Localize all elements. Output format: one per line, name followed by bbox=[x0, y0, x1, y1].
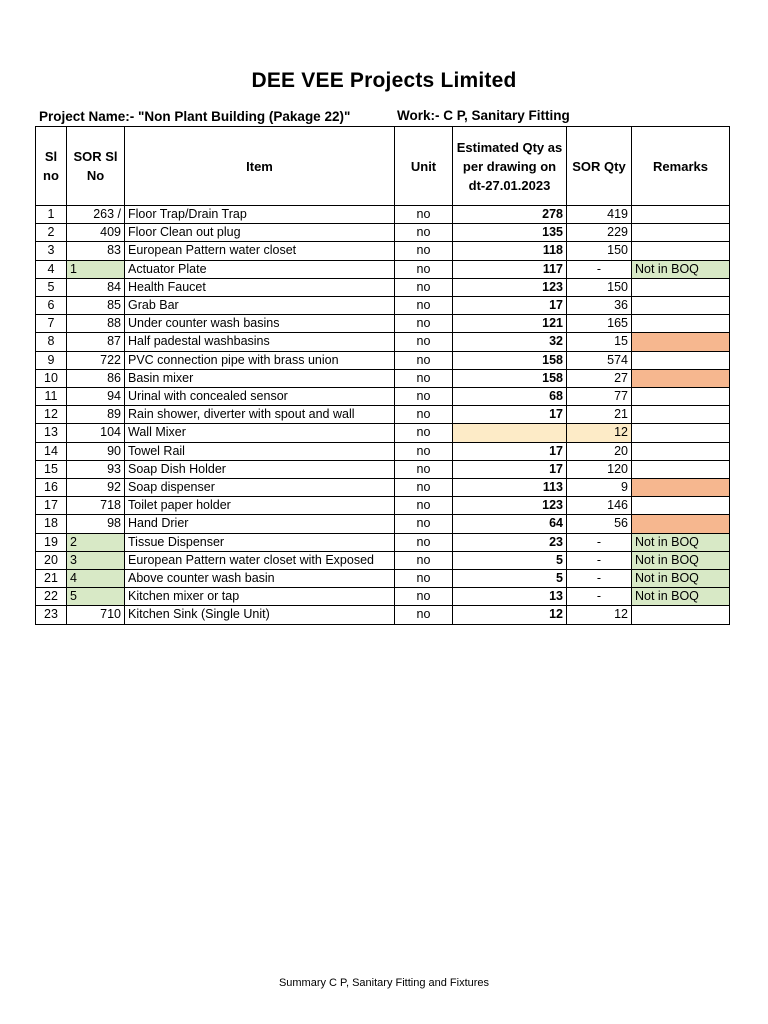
work-description: Work:- C P, Sanitary Fitting bbox=[397, 108, 570, 123]
cell-remarks bbox=[632, 206, 730, 224]
cell-sl-no: 6 bbox=[36, 297, 67, 315]
cell-unit: no bbox=[395, 570, 453, 588]
table-row bbox=[36, 533, 730, 551]
cell-estimated-qty: 17 bbox=[453, 297, 567, 315]
cell-sl-no: 22 bbox=[36, 588, 67, 606]
cell-remarks bbox=[632, 606, 730, 624]
cell-unit: no bbox=[395, 588, 453, 606]
cell-sl-no: 11 bbox=[36, 388, 67, 406]
cell-sl-no: 20 bbox=[36, 551, 67, 569]
cell-estimated-qty: 135 bbox=[453, 224, 567, 242]
cell-item: Rain shower, diverter with spout and wall bbox=[125, 406, 395, 424]
cell-estimated-qty: 117 bbox=[453, 260, 567, 278]
cell-item: Basin mixer bbox=[125, 369, 395, 387]
cell-sor-qty: 229 bbox=[567, 224, 632, 242]
table-row bbox=[36, 315, 730, 333]
cell-sor-qty: 120 bbox=[567, 460, 632, 478]
header-sor-qty: SOR Qty bbox=[567, 127, 632, 206]
cell-remarks: Not in BOQ bbox=[632, 570, 730, 588]
cell-sl-no: 23 bbox=[36, 606, 67, 624]
cell-item: Soap dispenser bbox=[125, 479, 395, 497]
cell-sor-qty: 419 bbox=[567, 206, 632, 224]
table-row bbox=[36, 260, 730, 278]
cell-sl-no: 13 bbox=[36, 424, 67, 442]
table-row bbox=[36, 351, 730, 369]
cell-item: PVC connection pipe with brass union bbox=[125, 351, 395, 369]
table-row bbox=[36, 388, 730, 406]
cell-sor-qty: 165 bbox=[567, 315, 632, 333]
cell-sor-sl-no: 722 bbox=[67, 351, 125, 369]
cell-remarks: Not in BOQ bbox=[632, 551, 730, 569]
cell-estimated-qty bbox=[453, 424, 567, 442]
cell-unit: no bbox=[395, 515, 453, 533]
cell-item: Tissue Dispenser bbox=[125, 533, 395, 551]
cell-remarks bbox=[632, 333, 730, 351]
cell-remarks bbox=[632, 442, 730, 460]
cell-estimated-qty: 5 bbox=[453, 570, 567, 588]
table-row bbox=[36, 333, 730, 351]
cell-estimated-qty: 121 bbox=[453, 315, 567, 333]
cell-sor-qty: 20 bbox=[567, 442, 632, 460]
cell-unit: no bbox=[395, 388, 453, 406]
cell-remarks: Not in BOQ bbox=[632, 533, 730, 551]
cell-sor-sl-no: 98 bbox=[67, 515, 125, 533]
cell-sor-sl-no: 84 bbox=[67, 278, 125, 296]
cell-item: Hand Drier bbox=[125, 515, 395, 533]
cell-unit: no bbox=[395, 206, 453, 224]
cell-item: Kitchen Sink (Single Unit) bbox=[125, 606, 395, 624]
header-remarks: Remarks bbox=[632, 127, 730, 206]
cell-item: European Pattern water closet bbox=[125, 242, 395, 260]
cell-remarks bbox=[632, 297, 730, 315]
cell-sor-qty: 12 bbox=[567, 424, 632, 442]
table-row bbox=[36, 206, 730, 224]
cell-estimated-qty: 118 bbox=[453, 242, 567, 260]
cell-sor-sl-no: 104 bbox=[67, 424, 125, 442]
table-row bbox=[36, 606, 730, 624]
cell-sl-no: 2 bbox=[36, 224, 67, 242]
cell-remarks bbox=[632, 278, 730, 296]
cell-sl-no: 14 bbox=[36, 442, 67, 460]
table-row bbox=[36, 460, 730, 478]
cell-unit: no bbox=[395, 369, 453, 387]
table-row bbox=[36, 479, 730, 497]
cell-sl-no: 7 bbox=[36, 315, 67, 333]
cell-remarks bbox=[632, 242, 730, 260]
cell-sor-sl-no: 5 bbox=[67, 588, 125, 606]
project-name: Project Name:- "Non Plant Building (Pakage 22)" bbox=[39, 109, 351, 124]
cell-estimated-qty: 17 bbox=[453, 460, 567, 478]
cell-unit: no bbox=[395, 351, 453, 369]
cell-sl-no: 9 bbox=[36, 351, 67, 369]
cell-sor-sl-no: 409 bbox=[67, 224, 125, 242]
cell-estimated-qty: 123 bbox=[453, 497, 567, 515]
cell-item: Wall Mixer bbox=[125, 424, 395, 442]
table-row bbox=[36, 497, 730, 515]
cell-unit: no bbox=[395, 460, 453, 478]
cell-sl-no: 8 bbox=[36, 333, 67, 351]
cell-unit: no bbox=[395, 333, 453, 351]
cell-sl-no: 10 bbox=[36, 369, 67, 387]
header-item: Item bbox=[125, 127, 395, 206]
table-row bbox=[36, 224, 730, 242]
cell-sor-qty: 27 bbox=[567, 369, 632, 387]
cell-sl-no: 3 bbox=[36, 242, 67, 260]
cell-sor-sl-no: 86 bbox=[67, 369, 125, 387]
cell-sor-qty: 36 bbox=[567, 297, 632, 315]
cell-unit: no bbox=[395, 606, 453, 624]
cell-estimated-qty: 278 bbox=[453, 206, 567, 224]
cell-sor-qty: - bbox=[567, 551, 632, 569]
cell-sor-qty: 146 bbox=[567, 497, 632, 515]
cell-remarks bbox=[632, 406, 730, 424]
cell-unit: no bbox=[395, 315, 453, 333]
cell-item: Actuator Plate bbox=[125, 260, 395, 278]
cell-estimated-qty: 5 bbox=[453, 551, 567, 569]
cell-sor-qty: 12 bbox=[567, 606, 632, 624]
cell-sl-no: 12 bbox=[36, 406, 67, 424]
cell-remarks: Not in BOQ bbox=[632, 260, 730, 278]
cell-sor-qty: - bbox=[567, 570, 632, 588]
summary-table bbox=[35, 126, 730, 625]
cell-unit: no bbox=[395, 224, 453, 242]
cell-sl-no: 1 bbox=[36, 206, 67, 224]
cell-unit: no bbox=[395, 533, 453, 551]
cell-unit: no bbox=[395, 497, 453, 515]
cell-item: Soap Dish Holder bbox=[125, 460, 395, 478]
cell-unit: no bbox=[395, 442, 453, 460]
cell-remarks bbox=[632, 515, 730, 533]
table-row bbox=[36, 369, 730, 387]
cell-sor-sl-no: 94 bbox=[67, 388, 125, 406]
cell-sor-qty: - bbox=[567, 533, 632, 551]
cell-sor-qty: 56 bbox=[567, 515, 632, 533]
cell-item: Urinal with concealed sensor bbox=[125, 388, 395, 406]
cell-sl-no: 19 bbox=[36, 533, 67, 551]
cell-remarks bbox=[632, 388, 730, 406]
cell-estimated-qty: 123 bbox=[453, 278, 567, 296]
cell-sor-qty: 9 bbox=[567, 479, 632, 497]
document-title: DEE VEE Projects Limited bbox=[251, 69, 517, 92]
header-unit: Unit bbox=[395, 127, 453, 206]
cell-item: Kitchen mixer or tap bbox=[125, 588, 395, 606]
table-row bbox=[36, 242, 730, 260]
cell-sor-qty: 574 bbox=[567, 351, 632, 369]
table-body bbox=[36, 206, 730, 625]
cell-estimated-qty: 13 bbox=[453, 588, 567, 606]
cell-unit: no bbox=[395, 242, 453, 260]
cell-unit: no bbox=[395, 424, 453, 442]
cell-unit: no bbox=[395, 551, 453, 569]
cell-item: European Pattern water closet with Exposed bbox=[125, 551, 395, 569]
cell-estimated-qty: 68 bbox=[453, 388, 567, 406]
table-row bbox=[36, 515, 730, 533]
cell-sl-no: 16 bbox=[36, 479, 67, 497]
cell-sor-sl-no: 88 bbox=[67, 315, 125, 333]
cell-sor-qty: 15 bbox=[567, 333, 632, 351]
cell-item: Floor Trap/Drain Trap bbox=[125, 206, 395, 224]
cell-estimated-qty: 158 bbox=[453, 351, 567, 369]
cell-sor-qty: - bbox=[567, 588, 632, 606]
cell-remarks bbox=[632, 497, 730, 515]
cell-sor-sl-no: 89 bbox=[67, 406, 125, 424]
cell-remarks: Not in BOQ bbox=[632, 588, 730, 606]
table-row bbox=[36, 424, 730, 442]
cell-item: Under counter wash basins bbox=[125, 315, 395, 333]
cell-remarks bbox=[632, 424, 730, 442]
cell-remarks bbox=[632, 460, 730, 478]
cell-remarks bbox=[632, 351, 730, 369]
cell-sor-sl-no: 92 bbox=[67, 479, 125, 497]
cell-unit: no bbox=[395, 297, 453, 315]
cell-sor-sl-no: 1 bbox=[67, 260, 125, 278]
cell-item: Grab Bar bbox=[125, 297, 395, 315]
table-row bbox=[36, 297, 730, 315]
cell-unit: no bbox=[395, 406, 453, 424]
cell-sor-qty: - bbox=[567, 260, 632, 278]
cell-sor-sl-no: 83 bbox=[67, 242, 125, 260]
cell-sl-no: 5 bbox=[36, 278, 67, 296]
cell-sor-qty: 77 bbox=[567, 388, 632, 406]
cell-estimated-qty: 158 bbox=[453, 369, 567, 387]
cell-sor-sl-no: 710 bbox=[67, 606, 125, 624]
cell-estimated-qty: 17 bbox=[453, 442, 567, 460]
cell-item: Towel Rail bbox=[125, 442, 395, 460]
cell-sor-sl-no: 85 bbox=[67, 297, 125, 315]
cell-estimated-qty: 32 bbox=[453, 333, 567, 351]
cell-sl-no: 18 bbox=[36, 515, 67, 533]
cell-sor-sl-no: 87 bbox=[67, 333, 125, 351]
cell-sor-qty: 21 bbox=[567, 406, 632, 424]
cell-sor-sl-no: 90 bbox=[67, 442, 125, 460]
cell-estimated-qty: 64 bbox=[453, 515, 567, 533]
cell-sl-no: 15 bbox=[36, 460, 67, 478]
sheet-footer: Summary C P, Sanitary Fitting and Fixtures bbox=[278, 977, 490, 989]
cell-item: Floor Clean out plug bbox=[125, 224, 395, 242]
cell-sor-sl-no: 263 / bbox=[67, 206, 125, 224]
header-row bbox=[36, 127, 730, 206]
cell-unit: no bbox=[395, 278, 453, 296]
cell-item: Half padestal washbasins bbox=[125, 333, 395, 351]
table-row bbox=[36, 442, 730, 460]
cell-sor-sl-no: 718 bbox=[67, 497, 125, 515]
cell-sor-sl-no: 93 bbox=[67, 460, 125, 478]
cell-item: Health Faucet bbox=[125, 278, 395, 296]
cell-sor-sl-no: 4 bbox=[67, 570, 125, 588]
cell-remarks bbox=[632, 315, 730, 333]
table-row bbox=[36, 570, 730, 588]
cell-unit: no bbox=[395, 479, 453, 497]
cell-item: Above counter wash basin bbox=[125, 570, 395, 588]
cell-item: Toilet paper holder bbox=[125, 497, 395, 515]
cell-sl-no: 17 bbox=[36, 497, 67, 515]
cell-remarks bbox=[632, 224, 730, 242]
table-row bbox=[36, 588, 730, 606]
cell-estimated-qty: 113 bbox=[453, 479, 567, 497]
cell-sl-no: 4 bbox=[36, 260, 67, 278]
cell-sl-no: 21 bbox=[36, 570, 67, 588]
cell-estimated-qty: 23 bbox=[453, 533, 567, 551]
cell-estimated-qty: 17 bbox=[453, 406, 567, 424]
table-row bbox=[36, 278, 730, 296]
cell-remarks bbox=[632, 369, 730, 387]
header-estimated-qty: Estimated Qty as per drawing on dt-27.01.2023 bbox=[453, 127, 567, 206]
cell-estimated-qty: 12 bbox=[453, 606, 567, 624]
cell-unit: no bbox=[395, 260, 453, 278]
cell-sor-sl-no: 2 bbox=[67, 533, 125, 551]
header-sl-no: Sl no bbox=[36, 127, 67, 206]
table-row bbox=[36, 551, 730, 569]
cell-sor-qty: 150 bbox=[567, 278, 632, 296]
table-row bbox=[36, 406, 730, 424]
header-sor-sl-no: SOR Sl No bbox=[67, 127, 125, 206]
cell-remarks bbox=[632, 479, 730, 497]
cell-sor-qty: 150 bbox=[567, 242, 632, 260]
cell-sor-sl-no: 3 bbox=[67, 551, 125, 569]
